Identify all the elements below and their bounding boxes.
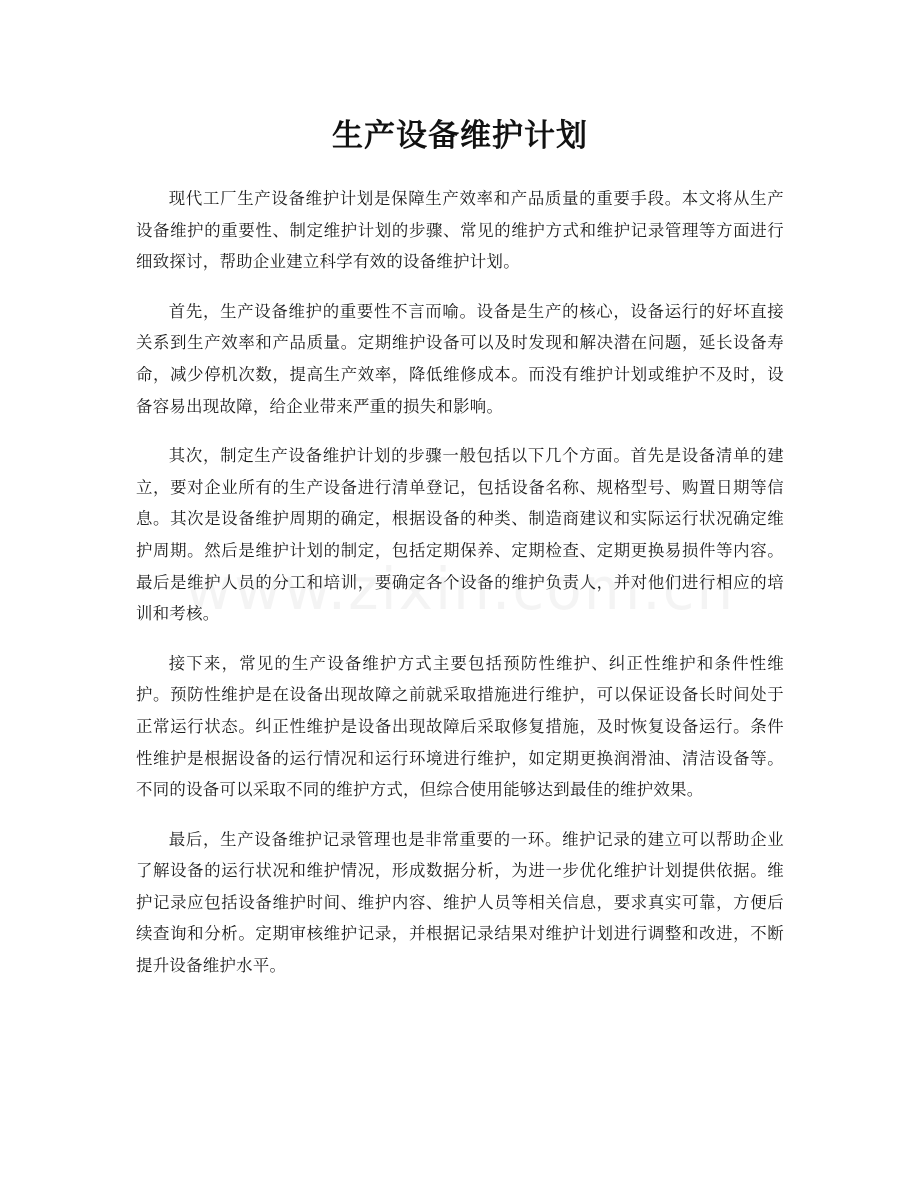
paragraph-intro: 现代工厂生产设备维护计划是保障生产效率和产品质量的重要手段。本文将从生产设备维护的重要性、制定维护计划的步骤、常见的维护方式和维护记录管理等方面进行细致探讨，帮助企业建立科学有效的设备维护计划。	[136, 189, 784, 272]
paragraph-records: 最后，生产设备维护记录管理也是非常重要的一环。维护记录的建立可以帮助企业了解设备的运行状况和维护情况，形成数据分析，为进一步优化维护计划提供依据。维护记录应包括设备维护时间、维护内容、维护人员等相关信息，要求真实可靠，方便后续查询和分析。定期审核维护记录，并根据记录结果对维护计划进行调整和改进，不断提升设备维护水平。	[136, 829, 784, 976]
paragraph-steps: 其次，制定生产设备维护计划的步骤一般包括以下几个方面。首先是设备清单的建立，要对企业所有的生产设备进行清单登记，包括设备名称、规格型号、购置日期等信息。其次是设备维护周期的确定，根据设备的种类、制造商建议和实际运行状况确定维护周期。然后是维护计划的制定，包括定期保养、定期检查、定期更换易损件等内容。最后是维护人员的分工和培训，要确定各个设备的维护负责人，并对他们进行相应的培训和考核。	[136, 446, 784, 624]
paragraph-methods: 接下来，常见的生产设备维护方式主要包括预防性维护、纠正性维护和条件性维护。预防性维护是在设备出现故障之前就采取措施进行维护，可以保证设备长时间处于正常运行状态。纠正性维护是设备出现故障后采取修复措施，及时恢复设备运行。条件性维护是根据设备的运行情况和运行环境进行维护，如定期更换润滑油、清洁设备等。不同的设备可以采取不同的维护方式，但综合使用能够达到最佳的维护效果。	[136, 653, 784, 800]
document-body	[136, 183, 784, 1000]
paragraph-importance: 首先，生产设备维护的重要性不言而喻。设备是生产的核心，设备运行的好坏直接关系到生产效率和产品质量。定期维护设备可以及时发现和解决潜在问题，延长设备寿命，减少停机次数，提高生产效率，降低维修成本。而没有维护计划或维护不及时，设备容易出现故障，给企业带来严重的损失和影响。	[136, 301, 784, 416]
page-title: 生产设备维护计划	[332, 118, 588, 154]
